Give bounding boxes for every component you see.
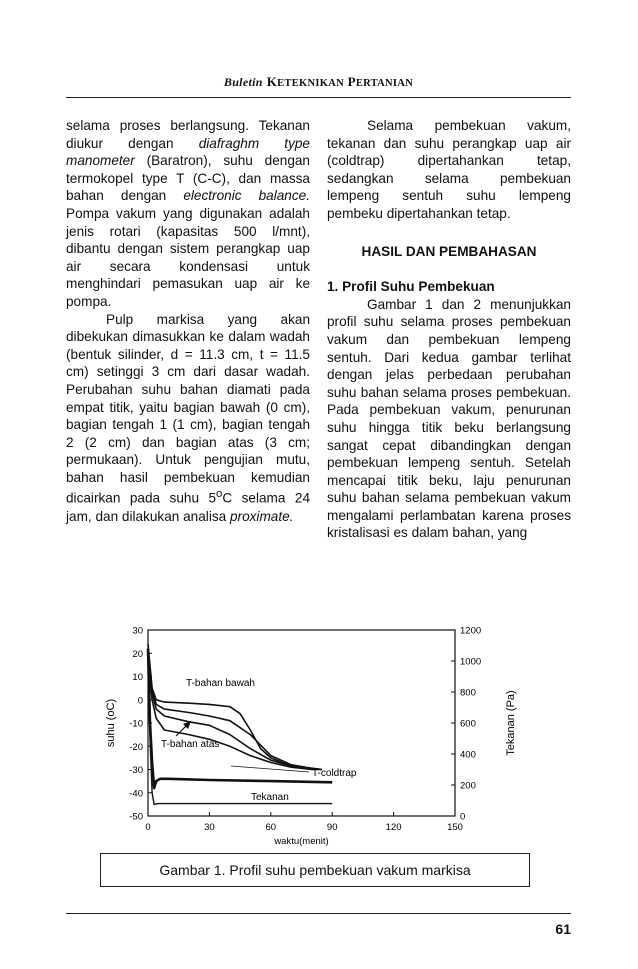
figure-1 xyxy=(100,618,540,858)
annotation-coldtrap: T-coldtrap xyxy=(312,768,357,779)
y2-tick-label: 400 xyxy=(460,749,476,761)
left-column xyxy=(66,117,310,525)
x-tick-label: 0 xyxy=(145,822,151,833)
y2-axis-label: Tekanan (Pa) xyxy=(505,690,517,756)
section-title: HASIL DAN PEMBAHASAN xyxy=(361,243,537,259)
chart-svg xyxy=(100,618,540,858)
y-tick-label: 0 xyxy=(137,695,143,707)
running-header: Buletin KETEKNIKAN PERTANIAN xyxy=(223,74,414,89)
footer-rule xyxy=(66,913,571,914)
y2-tick-label: 0 xyxy=(460,811,466,823)
y-tick-label: 20 xyxy=(132,648,143,660)
left-paragraph-2: Pulp markisa yang akan dibekukan dimasukkan ke dalam wadah (bentuk silinder, d = 11.3 cm, t = 11.5 cm) setinggi 3 cm dari dasar wadah. Perubahan suhu bahan diamati pada empat titik, yaitu bagian bawah (0 cm), bagian tengah 1 (1 cm), bagian tengah 2 (2 cm) dan bagian atas (3 cm; permukaan). Untuk pengujian mutu, bahan hasil pembekuan kemudian dicairkan pada suhu 5$^o$C selama 24 jam, dan dilakukan analisa proximate. xyxy=(66,311,310,524)
y-tick-label: -10 xyxy=(129,718,143,730)
header-rule xyxy=(66,97,571,98)
x-tick-label: 60 xyxy=(265,822,277,833)
y-tick-label: 30 xyxy=(132,625,143,637)
x-tick-label: 30 xyxy=(204,822,215,833)
y-tick-label: -40 xyxy=(129,788,143,800)
y-tick-label: -50 xyxy=(129,811,143,823)
annotation-tekanan: Tekanan xyxy=(251,792,289,803)
y-axis-label: suhu (oC) xyxy=(105,698,117,748)
series-line-1 xyxy=(148,649,322,770)
y2-tick-label: 800 xyxy=(460,687,476,699)
left-paragraph-1: selama proses berlangsung. Tekanan diukur dengan diafraghm type manometer (Baratron), suhu dengan termokopel type T (C-C), dan massa bahan dengan electronic balance. Pompa vakum yang digunakan adalah jenis rotari (kapasitas 500 l/mnt), dibantu dengan sistem perangkap uap air secara kondensasi untuk menghindari pemasukan uap air ke pompa. xyxy=(66,118,311,309)
figure-caption: Gambar 1. Profil suhu pembekuan vakum markisa xyxy=(100,853,530,887)
series-line-3 xyxy=(148,658,322,770)
page-number: 61 xyxy=(555,921,571,937)
y-tick-label: -30 xyxy=(129,765,143,776)
y2-tick-label: 600 xyxy=(460,718,476,730)
right-paragraph-2: Gambar 1 dan 2 menunjukkan profil suhu selama proses pembekuan vakum dan pembekuan lempeng sentuh. Dari kedua gambar terlihat dengan jelas perbedaan perubahan suhu bahan selama proses pembekuan. Pada pembekuan vakum, penurunan suhu hingga titik beku berlangsung sangat cepat dibandingkan dengan pembekuan lempeng sentuh. Setelah mencapai titik beku, laju penurunan suhu bahan selama pembekuan vakum mengalami perlambatan karena proses kristalisasi es dalam bahan, yang xyxy=(327,296,571,541)
series-line-0 xyxy=(148,644,322,770)
x-tick-label: 150 xyxy=(447,822,463,833)
y2-tick-label: 200 xyxy=(460,780,476,792)
header-prefix: Buletin xyxy=(223,75,263,89)
annotation-bahan-bawah: T-bahan bawah xyxy=(186,678,255,689)
right-paragraph-1: Selama pembekuan vakum, tekanan dan suhu perangkap uap air (coldtrap) dipertahankan tetap, sedangkan selama pembekuan lempeng sentuh suhu lempeng pembeku dipertahankan tetap. xyxy=(327,118,571,221)
series-line-2 xyxy=(148,653,322,769)
x-axis-label: waktu(menit) xyxy=(274,836,329,847)
subsection-title: 1. Profil Suhu Pembekuan xyxy=(327,279,495,295)
y-tick-label: -20 xyxy=(129,741,143,753)
right-column xyxy=(327,117,571,542)
x-tick-label: 120 xyxy=(385,822,402,833)
y2-tick-label: 1000 xyxy=(460,656,482,668)
annotation-bahan-atas: T-bahan atas xyxy=(161,739,220,750)
x-tick-label: 90 xyxy=(326,822,338,833)
y2-tick-label: 1200 xyxy=(460,625,482,637)
y-tick-label: 10 xyxy=(132,672,143,683)
